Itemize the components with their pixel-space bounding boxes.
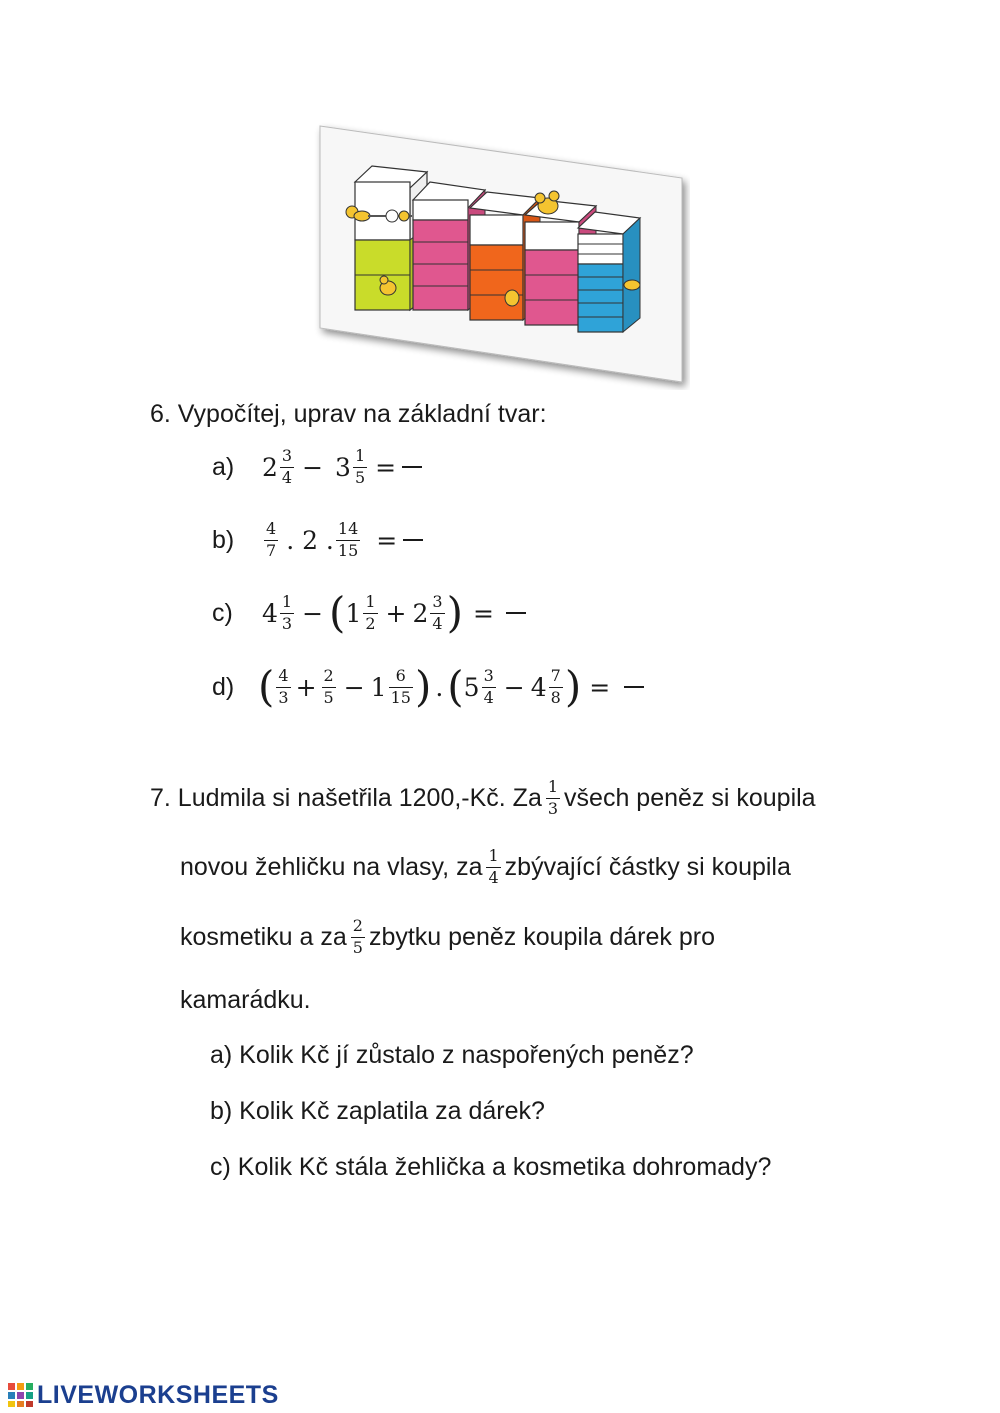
item-label: a) <box>212 452 235 481</box>
illustration-card <box>300 120 690 390</box>
liveworksheets-logo <box>8 1380 279 1410</box>
logo-text: LIVEWORKSHEETS <box>37 1380 279 1409</box>
exercise-7-line-1: 7. Ludmila si našetřila 1200,-Kč. Za $\frac{1}{3}$ všech peněz si koupila <box>150 776 816 818</box>
logo-grid-icon <box>8 1383 34 1407</box>
item-label: b) <box>212 525 235 554</box>
question-a: a) Kolik Kč jí zůstalo z naspořených peněz? <box>210 1041 694 1069</box>
exercise-6c: c) 4 $\frac{1}{3}$ − ( 1 $\frac{1}{2}$ + 2 $\frac{3}{4}$ ) = <box>212 586 526 640</box>
item-label: d) <box>212 672 235 701</box>
exercise-6a: a) 2 $\frac{3}{4}$ − 3 $\frac{1}{5}$ = <box>212 442 422 492</box>
exercise-6d: d) ( $\frac{4}{3}$ + $\frac{2}{5}$ − 1 $\frac{6}{15}$ ) . ( 5 $\frac{3}{4}$ − 4 $\frac{7}{8}$ ) = <box>212 660 644 714</box>
exercise-7-line-4: kamarádku. <box>180 986 311 1014</box>
item-label: c) <box>212 598 233 627</box>
blocks-illustration <box>300 120 690 390</box>
question-c: c) Kolik Kč stála žehlička a kosmetika dohromady? <box>210 1153 772 1181</box>
exercise-7-line-3: kosmetiku a za $\frac{2}{5}$ zbytku peněz koupila dárek pro <box>180 915 715 957</box>
exercise-7-line-2: novou žehličku na vlasy, za $\frac{1}{4}$ zbývající částky si koupila <box>180 845 791 887</box>
question-b: b) Kolik Kč zaplatila za dárek? <box>210 1097 545 1125</box>
exercise-6-heading: 6. Vypočítej, uprav na základní tvar: <box>150 400 547 428</box>
exercise-6b: b) $\frac{4}{7}$ . 2 . $\frac{14}{15}$ = <box>212 515 423 565</box>
